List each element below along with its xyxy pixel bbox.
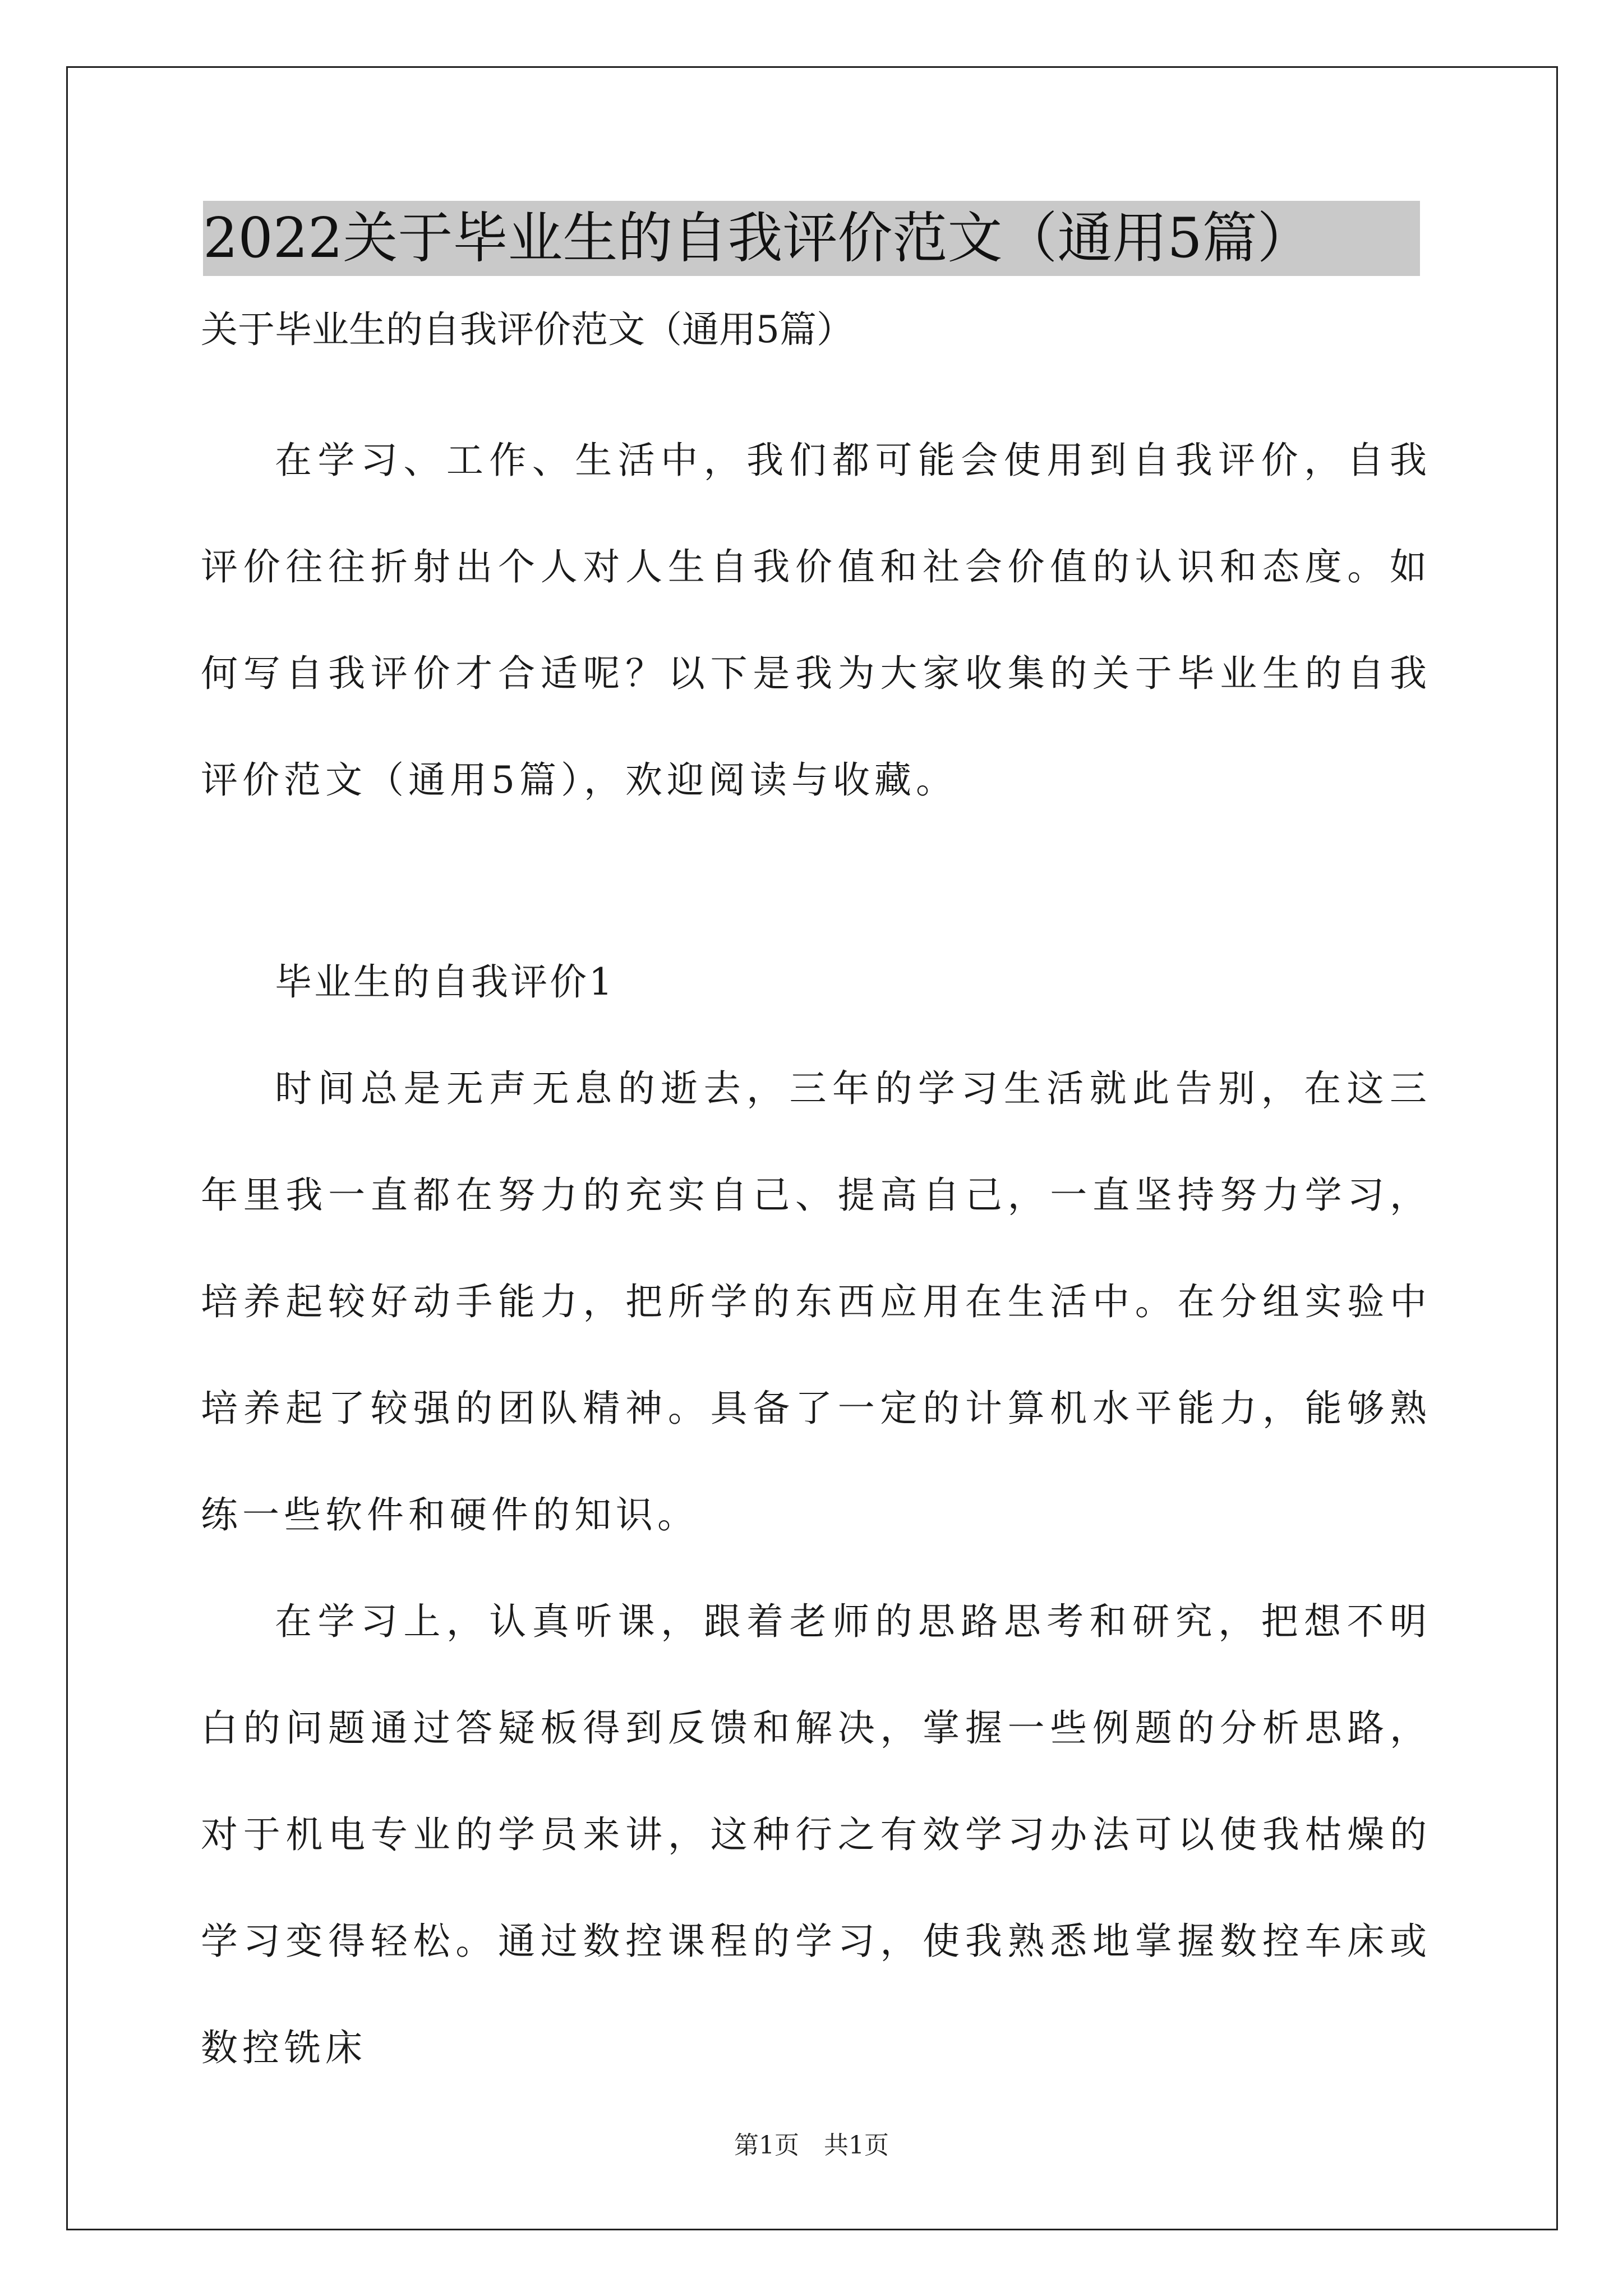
page-footer: 第1页 共1页 (734, 2131, 889, 2160)
document-title: 2022关于毕业生的自我评价范文（通用5篇） (203, 206, 1312, 270)
section-heading: 毕业生的自我评价1 (275, 960, 615, 1004)
document-body (201, 303, 1431, 2101)
body-paragraph-2: 在学习上，认真听课，跟着老师的思路思考和研究，把想不明白的问题通过答疑板得到反馈和解决，掌握一些例题的分析思路，对于机电专业的学员来讲，这种行之有效学习办法可以使我枯燥的学习变得轻松。通过数控课程的学习，使我熟悉地掌握数控车床或数控铣床 (201, 1600, 1431, 2069)
intro-paragraph: 在学习、工作、生活中，我们都可能会使用到自我评价，自我评价往往折射出个人对人生自我价值和社会价值的认识和态度。如何写自我评价才合适呢？以下是我为大家收集的关于毕业生的自我评价范文（通用5篇），欢迎阅读与收藏。 (201, 439, 1431, 802)
document-subtitle: 关于毕业生的自我评价范文（通用5篇） (201, 308, 854, 351)
body-paragraph-1: 时间总是无声无息的逝去，三年的学习生活就此告别，在这三年里我一直都在努力的充实自己、提高自己，一直坚持努力学习，培养起较好动手能力，把所学的东西应用在生活中。在分组实验中培养起了较强的团队精神。具备了一定的计算机水平能力，能够熟练一些软件和硬件的知识。 (201, 1067, 1431, 1536)
